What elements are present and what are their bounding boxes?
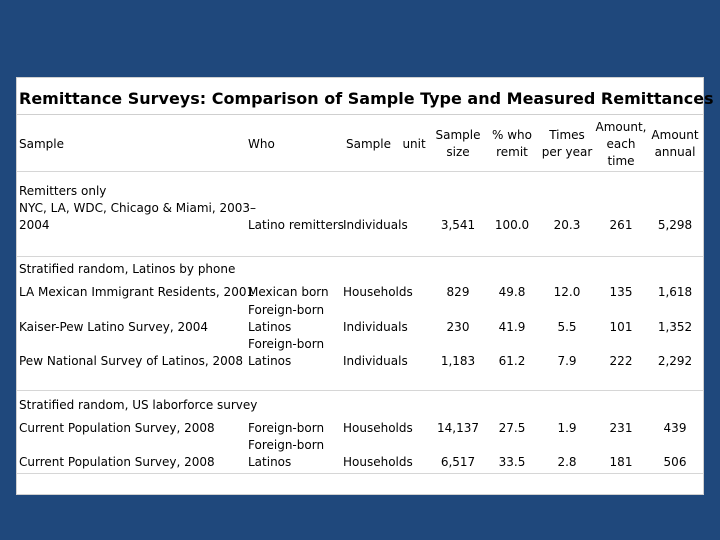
unit-cell: Households: [343, 455, 413, 469]
who-cell: Latino remitters: [248, 218, 344, 232]
unit-cell: Individuals: [343, 354, 408, 368]
header-amount-annual: [648, 127, 702, 161]
page-title: Remittance Surveys: Comparison of Sample Type and Measured Remittances: [19, 89, 714, 108]
header-sample-size: [430, 127, 486, 161]
sample-size-cell: 1,183: [440, 354, 476, 368]
sample-name: Current Population Survey, 2008: [19, 455, 215, 469]
who-cell-line2: Latinos: [248, 455, 292, 469]
pct-remit-cell: 49.8: [498, 285, 526, 299]
times-cell: 5.5: [557, 320, 577, 334]
sample-size-cell: 14,137: [437, 421, 479, 435]
header-amount-annual-line1: Amount: [651, 128, 699, 142]
header-times-line2: per year: [541, 145, 593, 159]
header-sample-unit: Sample unit: [346, 137, 426, 151]
amount-each-cell: 261: [609, 218, 633, 232]
unit-cell: Individuals: [343, 320, 408, 334]
unit-cell: Households: [343, 421, 413, 435]
pct-remit-cell: 33.5: [498, 455, 526, 469]
sample-name: Pew National Survey of Latinos, 2008: [19, 354, 244, 368]
amount-annual-cell: 5,298: [657, 218, 693, 232]
times-cell: 2.8: [557, 455, 577, 469]
header-pct-remit-line1: % who: [492, 128, 532, 142]
header-times-per-year: [539, 127, 595, 161]
who-cell: Mexican born: [248, 285, 329, 299]
header-who: Who: [248, 137, 275, 151]
unit-cell: Individuals: [343, 218, 408, 232]
header-amount-each-line2: each: [606, 137, 636, 151]
who-cell: Foreign-born: [248, 438, 325, 452]
who-cell: Foreign-born: [248, 337, 325, 351]
amount-each-cell: 222: [609, 354, 633, 368]
header-amount-each-line1: Amount,: [595, 120, 647, 134]
section-label: Remitters only: [19, 184, 107, 198]
pct-remit-cell: 27.5: [498, 421, 526, 435]
row-divider: [17, 256, 703, 257]
amount-each-cell: 181: [609, 455, 633, 469]
unit-cell: Households: [343, 285, 413, 299]
times-cell: 12.0: [553, 285, 581, 299]
amount-each-cell: 231: [609, 421, 633, 435]
header-amount-annual-line2: annual: [654, 145, 696, 159]
sample-size-cell: 6,517: [440, 455, 476, 469]
section-label: Stratified random, Latinos by phone: [19, 262, 236, 276]
header-times-line1: Times: [549, 128, 585, 142]
sample-name: LA Mexican Immigrant Residents, 2001: [19, 285, 255, 299]
sample-name: NYC, LA, WDC, Chicago & Miami, 2003–: [19, 201, 257, 215]
header-pct-remit-line2: remit: [496, 145, 528, 159]
sample-size-cell: 829: [446, 285, 470, 299]
sample-name-line2: 2004: [19, 218, 50, 232]
sample-size-cell: 3,541: [440, 218, 476, 232]
amount-annual-cell: 1,618: [657, 285, 693, 299]
header-amount-each-line3: time: [607, 154, 635, 168]
amount-annual-cell: 2,292: [657, 354, 693, 368]
header-pct-remit: [487, 127, 537, 161]
who-cell-line2: Latinos: [248, 354, 292, 368]
section-label: Stratified random, US laborforce survey: [19, 398, 258, 412]
times-cell: 20.3: [553, 218, 581, 232]
row-divider: [17, 390, 703, 391]
sample-name: Kaiser-Pew Latino Survey, 2004: [19, 320, 209, 334]
header-sample: Sample: [19, 137, 64, 151]
amount-each-cell: 135: [609, 285, 633, 299]
sample-name: Current Population Survey, 2008: [19, 421, 215, 435]
amount-annual-cell: 1,352: [657, 320, 693, 334]
header-amount-each-time: [594, 119, 648, 170]
who-cell-line2: Latinos: [248, 320, 292, 334]
amount-each-cell: 101: [609, 320, 633, 334]
pct-remit-cell: 100.0: [494, 218, 530, 232]
amount-annual-cell: 506: [663, 455, 687, 469]
pct-remit-cell: 41.9: [498, 320, 526, 334]
row-divider: [17, 473, 703, 474]
who-cell: Foreign-born: [248, 303, 325, 317]
header-sample-size-line2: size: [446, 145, 470, 159]
times-cell: 7.9: [557, 354, 577, 368]
row-divider: [17, 171, 703, 172]
amount-annual-cell: 439: [663, 421, 687, 435]
title-divider: [17, 114, 703, 115]
pct-remit-cell: 61.2: [498, 354, 526, 368]
sample-size-cell: 230: [446, 320, 470, 334]
header-sample-size-line1: Sample: [435, 128, 481, 142]
who-cell: Foreign-born: [248, 421, 325, 435]
times-cell: 1.9: [557, 421, 577, 435]
